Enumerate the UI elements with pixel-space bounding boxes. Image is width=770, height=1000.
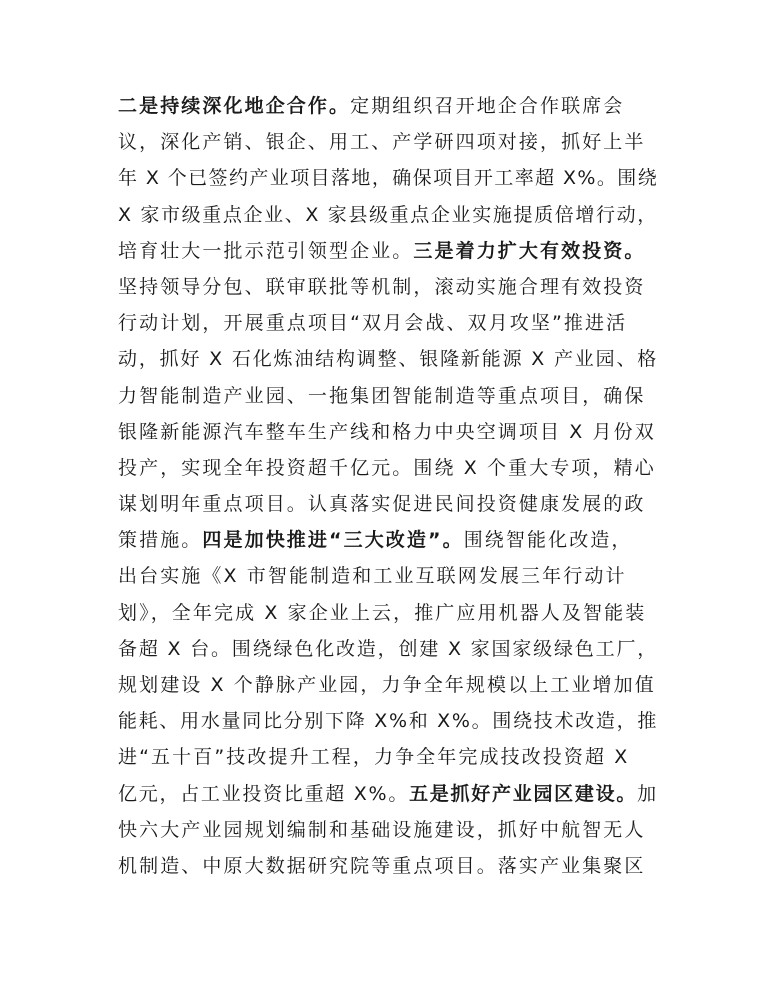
text-line [118,776,658,812]
paragraph-text: 加 [637,782,658,805]
body-text [118,88,658,884]
bold-heading-text: 五是抓好产业园区建设。 [409,782,638,805]
paragraph-text: X 家市级重点企业、X 家县级重点企业实施提质倍增行动， [118,203,658,226]
text-line [118,631,658,667]
paragraph-text: 培育壮大一批示范引领型企业。 [118,239,414,262]
paragraph-text: 进“五十百”技改提升工程，力争全年完成技改投资超 X [118,746,630,769]
text-line [118,233,658,269]
text-line [118,160,658,196]
paragraph-text: 快六大产业园规划编制和基础设施建设，抓好中航智无人 [118,818,646,841]
bold-heading-text: 三是着力扩大有效投资。 [413,239,646,262]
paragraph-text: 行动计划，开展重点项目“双月会战、双月攻坚”推进活 [118,312,628,335]
paragraph-text: 亿元，占工业投资比重超 X%。 [118,782,410,805]
paragraph-text: 谋划明年重点项目。认真落实促进民间投资健康发展的政 [118,493,646,516]
text-line [118,124,658,160]
text-line [118,703,658,739]
text-line [118,667,658,703]
text-line [118,197,658,233]
text-line [118,450,658,486]
paragraph-text: 划》，全年完成 X 家企业上云，推广应用机器人及智能装 [118,601,647,624]
paragraph-text: 动，抓好 X 石化炼油结构调整、银隆新能源 X 产业园、格 [118,348,659,371]
paragraph-text: 出台实施《X 市智能制造和工业互联网发展三年行动计 [118,565,627,588]
paragraph-text: 年 X 个已签约产业项目落地，确保项目开工率超 X%。围绕 [118,167,659,190]
text-line [118,812,658,848]
text-line [118,378,658,414]
text-line [118,341,658,377]
text-line [118,558,658,594]
paragraph-text: 机制造、中原大数据研究院等重点项目。落实产业集聚区 [118,854,646,877]
text-line [118,305,658,341]
text-line [118,848,658,884]
paragraph-text: 定期组织召开地企合作联席会 [350,95,625,117]
bold-heading-text: 四是加快推进“三大改造”。 [202,529,464,552]
paragraph-text: 坚持领导分包、联审联批等机制，滚动实施合理有效投资 [118,275,646,298]
paragraph-text: 银隆新能源汽车整车生产线和格力中央空调项目 X 月份双 [118,420,656,443]
text-line [118,88,658,124]
paragraph-text: 备超 X 台。围绕绿色化改造，创建 X 家国家级绿色工厂， [118,637,659,660]
text-line [118,269,658,305]
paragraph-text: 规划建设 X 个静脉产业园，力争全年规模以上工业增加值 [118,674,656,696]
paragraph-text: 能耗、用水量同比分别下降 X%和 X%。围绕技术改造，推 [118,710,659,733]
bold-heading-text: 二是持续深化地企合作。 [118,95,351,117]
text-line [118,595,658,631]
paragraph-text: 力智能制造产业园、一拖集团智能制造等重点项目，确保 [118,384,646,407]
paragraph-text: 投产，实现全年投资超千亿元。围绕 X 个重大专项，精心 [118,456,656,479]
paragraph-text: 围绕智能化改造， [463,529,633,552]
paragraph-text: 策措施。 [118,529,203,552]
paragraph-text: 议，深化产销、银企、用工、产学研四项对接，抓好上半 [118,131,646,154]
text-line [118,522,658,558]
text-line [118,739,658,775]
text-line [118,414,658,450]
text-line [118,486,658,522]
